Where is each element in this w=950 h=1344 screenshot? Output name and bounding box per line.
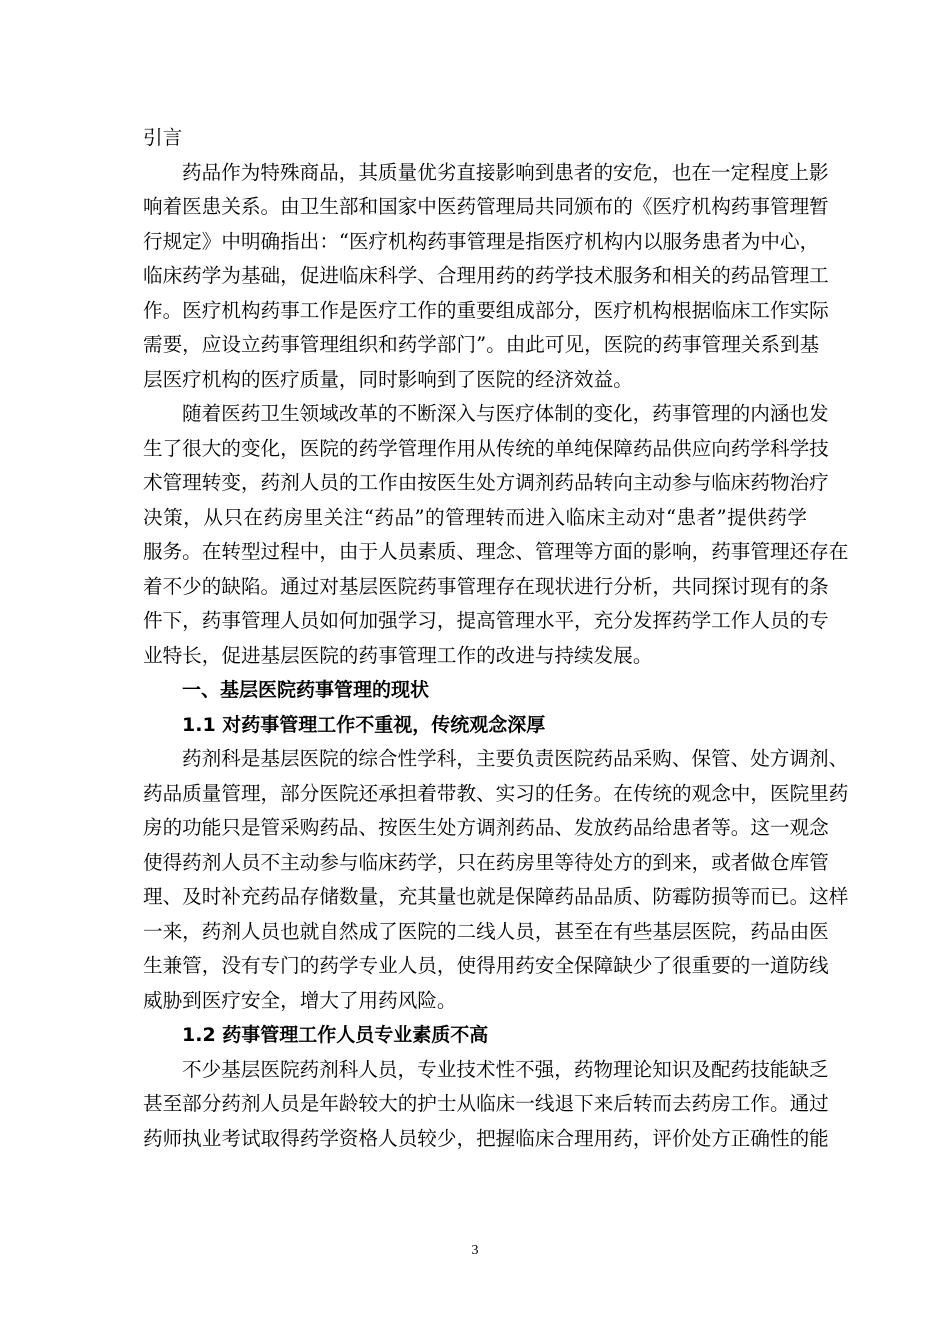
paragraph-line: 行规定》中明确指出：“医疗机构药事管理是指医疗机构内以服务患者为中心， <box>143 229 820 253</box>
paragraph-line: 房的功能只是管采购药品、按医生处方调剂药品、发放药品给患者等。这一观念 <box>143 816 829 839</box>
paragraph-line: 件下，药事管理人员如何加强学习，提高管理水平，充分发挥药学工作人员的专 <box>143 609 829 632</box>
paragraph-line: 术管理转变，药剂人员的工作由按医生处方调剂药品转向主动参与临床药物治疗 <box>143 471 829 494</box>
paragraph-line: 需要，应设立药事管理组织和药学部门”。由此可见，医院的药事管理关系到基 <box>143 333 820 356</box>
section-heading-1-2: 1.2 药事管理工作人员专业素质不高 <box>182 1024 489 1046</box>
paragraph-line: 理、及时补充药品存储数量，充其量也就是保障药品品质、防霉防损等而已。这样 <box>143 885 849 908</box>
paragraph-line: 甚至部分药剂人员是年龄较大的护士从临床一线退下来后转而去药房工作。通过 <box>143 1092 829 1115</box>
document-body <box>143 121 849 1156</box>
paragraph-line: 临床药学为基础，促进临床科学、合理用药的药学技术服务和相关的药品管理工 <box>143 264 829 287</box>
paragraph-line: 不少基层医院药剂科人员，专业技术性不强，药物理论知识及配药技能缺乏 <box>182 1057 829 1081</box>
paragraph-line: 药师执业考试取得药学资格人员较少，把握临床合理用药，评价处方正确性的能 <box>143 1126 829 1150</box>
paragraph-1 <box>143 156 829 398</box>
paragraph-line: 响着医患关系。由卫生部和国家中医药管理局共同颁布的《医疗机构药事管理暂 <box>143 195 829 218</box>
intro-title: 引言 <box>143 126 183 149</box>
paragraph-line: 药品质量管理，部分医院还承担着带教、实习的任务。在传统的观念中，医院里药 <box>143 781 849 805</box>
section-heading-1: 一、基层医院药事管理的现状 <box>182 679 430 701</box>
paragraph-line: 层医疗机构的医疗质量，同时影响到了医院的经济效益。 <box>143 367 633 391</box>
paragraph-line: 服务。在转型过程中，由于人员素质、理念、管理等方面的影响，药事管理还存在 <box>143 540 849 563</box>
paragraph-line: 决策，从只在药房里关注“药品”的管理转而进入临床主动对“患者”提供药学 <box>143 505 807 529</box>
page-number: 3 <box>471 1243 479 1258</box>
section-heading-1-1: 1.1 对药事管理工作不重视，传统观念深厚 <box>182 713 546 736</box>
paragraph-line: 使得药剂人员不主动参与临床药学，只在药房里等待处方的到来，或者做仓库管 <box>143 850 829 874</box>
paragraph-line: 一来，药剂人员也就自然成了医院的二线人员，甚至在有些基层医院，药品由医 <box>143 919 829 943</box>
paragraph-line: 生兼管，没有专门的药学专业人员，使得用药安全保障缺少了很重要的一道防线 <box>143 954 829 977</box>
paragraph-4 <box>143 1053 829 1157</box>
paragraph-line: 作。医疗机构药事工作是医疗工作的重要组成部分，医疗机构根据临床工作实际 <box>143 298 829 322</box>
paragraph-line: 威胁到医疗安全，增大了用药风险。 <box>143 988 457 1012</box>
paragraph-2 <box>143 397 849 673</box>
paragraph-3 <box>143 742 849 1018</box>
paragraph-line: 随着医药卫生领域改革的不断深入与医疗体制的变化，药事管理的内涵也发 <box>182 402 829 425</box>
paragraph-line: 着不少的缺陷。通过对基层医院药事管理存在现状进行分析，共同探讨现有的条 <box>143 574 829 598</box>
paragraph-line: 药品作为特殊商品，其质量优劣直接影响到患者的安危，也在一定程度上影 <box>182 160 829 184</box>
paragraph-line: 业特长，促进基层医院的药事管理工作的改进与持续发展。 <box>143 643 653 667</box>
paragraph-line: 生了很大的变化，医院的药学管理作用从传统的单纯保障药品供应向药学科学技 <box>143 436 829 460</box>
paragraph-line: 药剂科是基层医院的综合性学科，主要负责医院药品采购、保管、处方调剂、 <box>182 747 849 770</box>
